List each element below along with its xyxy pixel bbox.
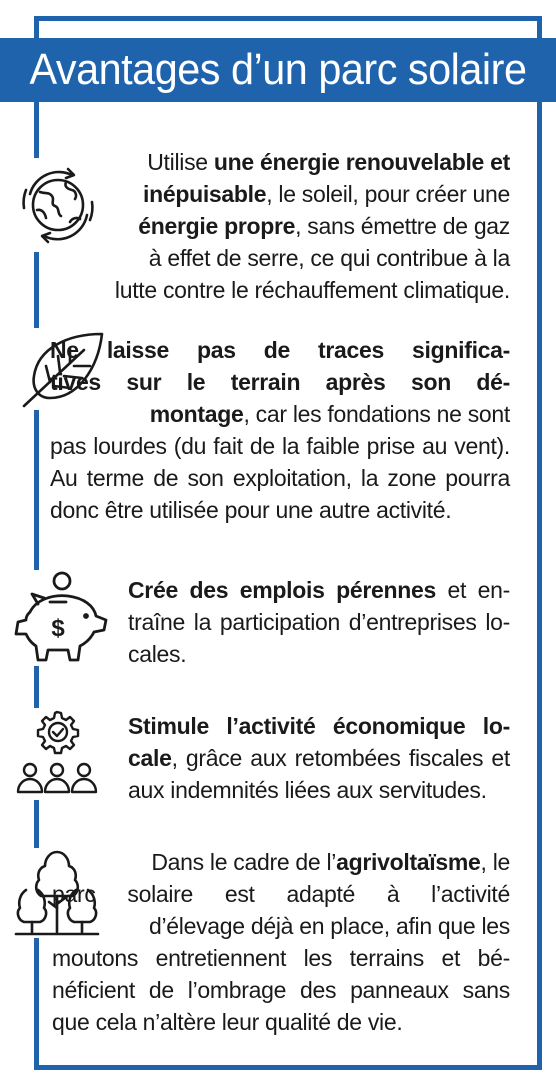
text-line — [128, 574, 510, 606]
text-run: pas lourdes (du fait de la faible prise au vent). — [50, 433, 510, 459]
bold-text: inépuisable — [143, 181, 267, 207]
text-run: aux indemnités liées aux servitudes. — [128, 777, 487, 803]
text-line — [128, 742, 510, 774]
bold-text: Ne laisse pas de traces significa- — [50, 337, 510, 363]
text-line — [50, 398, 510, 430]
text-line — [50, 494, 510, 526]
text-run: Dans le cadre de l’ — [151, 849, 337, 875]
text-run: , grâce aux retombées fiscales et — [171, 745, 510, 771]
text-line — [50, 366, 510, 398]
text-line — [90, 146, 510, 178]
text-line — [128, 606, 510, 638]
text-line — [52, 846, 510, 878]
text-run: , car les fondations ne sont — [243, 401, 510, 427]
bold-text: cale — [128, 745, 172, 771]
text-run: à effet de serre, ce qui contribue à la — [148, 245, 510, 271]
text-run: que cela n’altère leur qualité de vie. — [52, 1009, 403, 1035]
text-run: d’élevage déjà en place, afin que les — [148, 913, 510, 939]
text-line — [128, 774, 510, 806]
text-run: cales. — [128, 641, 187, 667]
bold-text: montage — [149, 401, 244, 427]
bold-text: Crée des emplois pérennes — [128, 577, 436, 603]
text-line — [90, 178, 510, 210]
page-title: Avantages d’un parc solaire — [29, 45, 527, 94]
text-line — [52, 1006, 510, 1038]
text-line — [52, 878, 510, 910]
text-line — [90, 210, 510, 242]
bold-text: énergie propre — [138, 213, 296, 239]
piggy-bank-icon — [10, 570, 110, 666]
text-run: donc être utilisée pour une autre activité. — [50, 497, 452, 523]
text-run: , le soleil, pour créer une — [266, 181, 510, 207]
text-line — [52, 942, 510, 974]
bold-text: agrivoltaïsme — [336, 849, 481, 875]
text-line — [50, 430, 510, 462]
advantage-agrivoltaism — [52, 846, 510, 1038]
advantage-jobs — [128, 574, 510, 670]
bold-text: tives sur le terrain après son dé- — [50, 369, 510, 395]
text-line — [128, 638, 510, 670]
bold-text: une énergie renouvelable et — [213, 149, 510, 175]
advantage-renewable-energy — [90, 146, 510, 306]
svg-text:$: $ — [51, 615, 65, 642]
text-run: , le — [480, 849, 510, 875]
text-run: lutte contre le réchauffement climatique. — [114, 277, 510, 303]
team-gear-icon — [12, 708, 102, 800]
advantage-no-traces — [50, 334, 510, 526]
text-line — [52, 910, 510, 942]
text-run: et en- — [435, 577, 510, 603]
text-run: parc solaire est adapté à l’activité — [52, 881, 510, 907]
text-line — [50, 462, 510, 494]
text-run: Utilise — [147, 149, 214, 175]
text-line — [50, 334, 510, 366]
text-run: , sans émettre de gaz — [295, 213, 510, 239]
text-line — [52, 974, 510, 1006]
text-run: néficient de l’ombrage des panneaux sans — [52, 977, 510, 1003]
text-run: moutons entretiennent les terrains et bé- — [52, 945, 510, 971]
text-line — [90, 242, 510, 274]
text-run: traîne la participation d’entreprises lo- — [128, 609, 510, 635]
text-line — [90, 274, 510, 306]
bold-text: Stimule l’activité économique lo- — [128, 713, 510, 739]
text-run: Au terme de son exploitation, la zone pourra — [50, 465, 510, 491]
advantage-local-economy — [128, 710, 510, 806]
text-line — [128, 710, 510, 742]
